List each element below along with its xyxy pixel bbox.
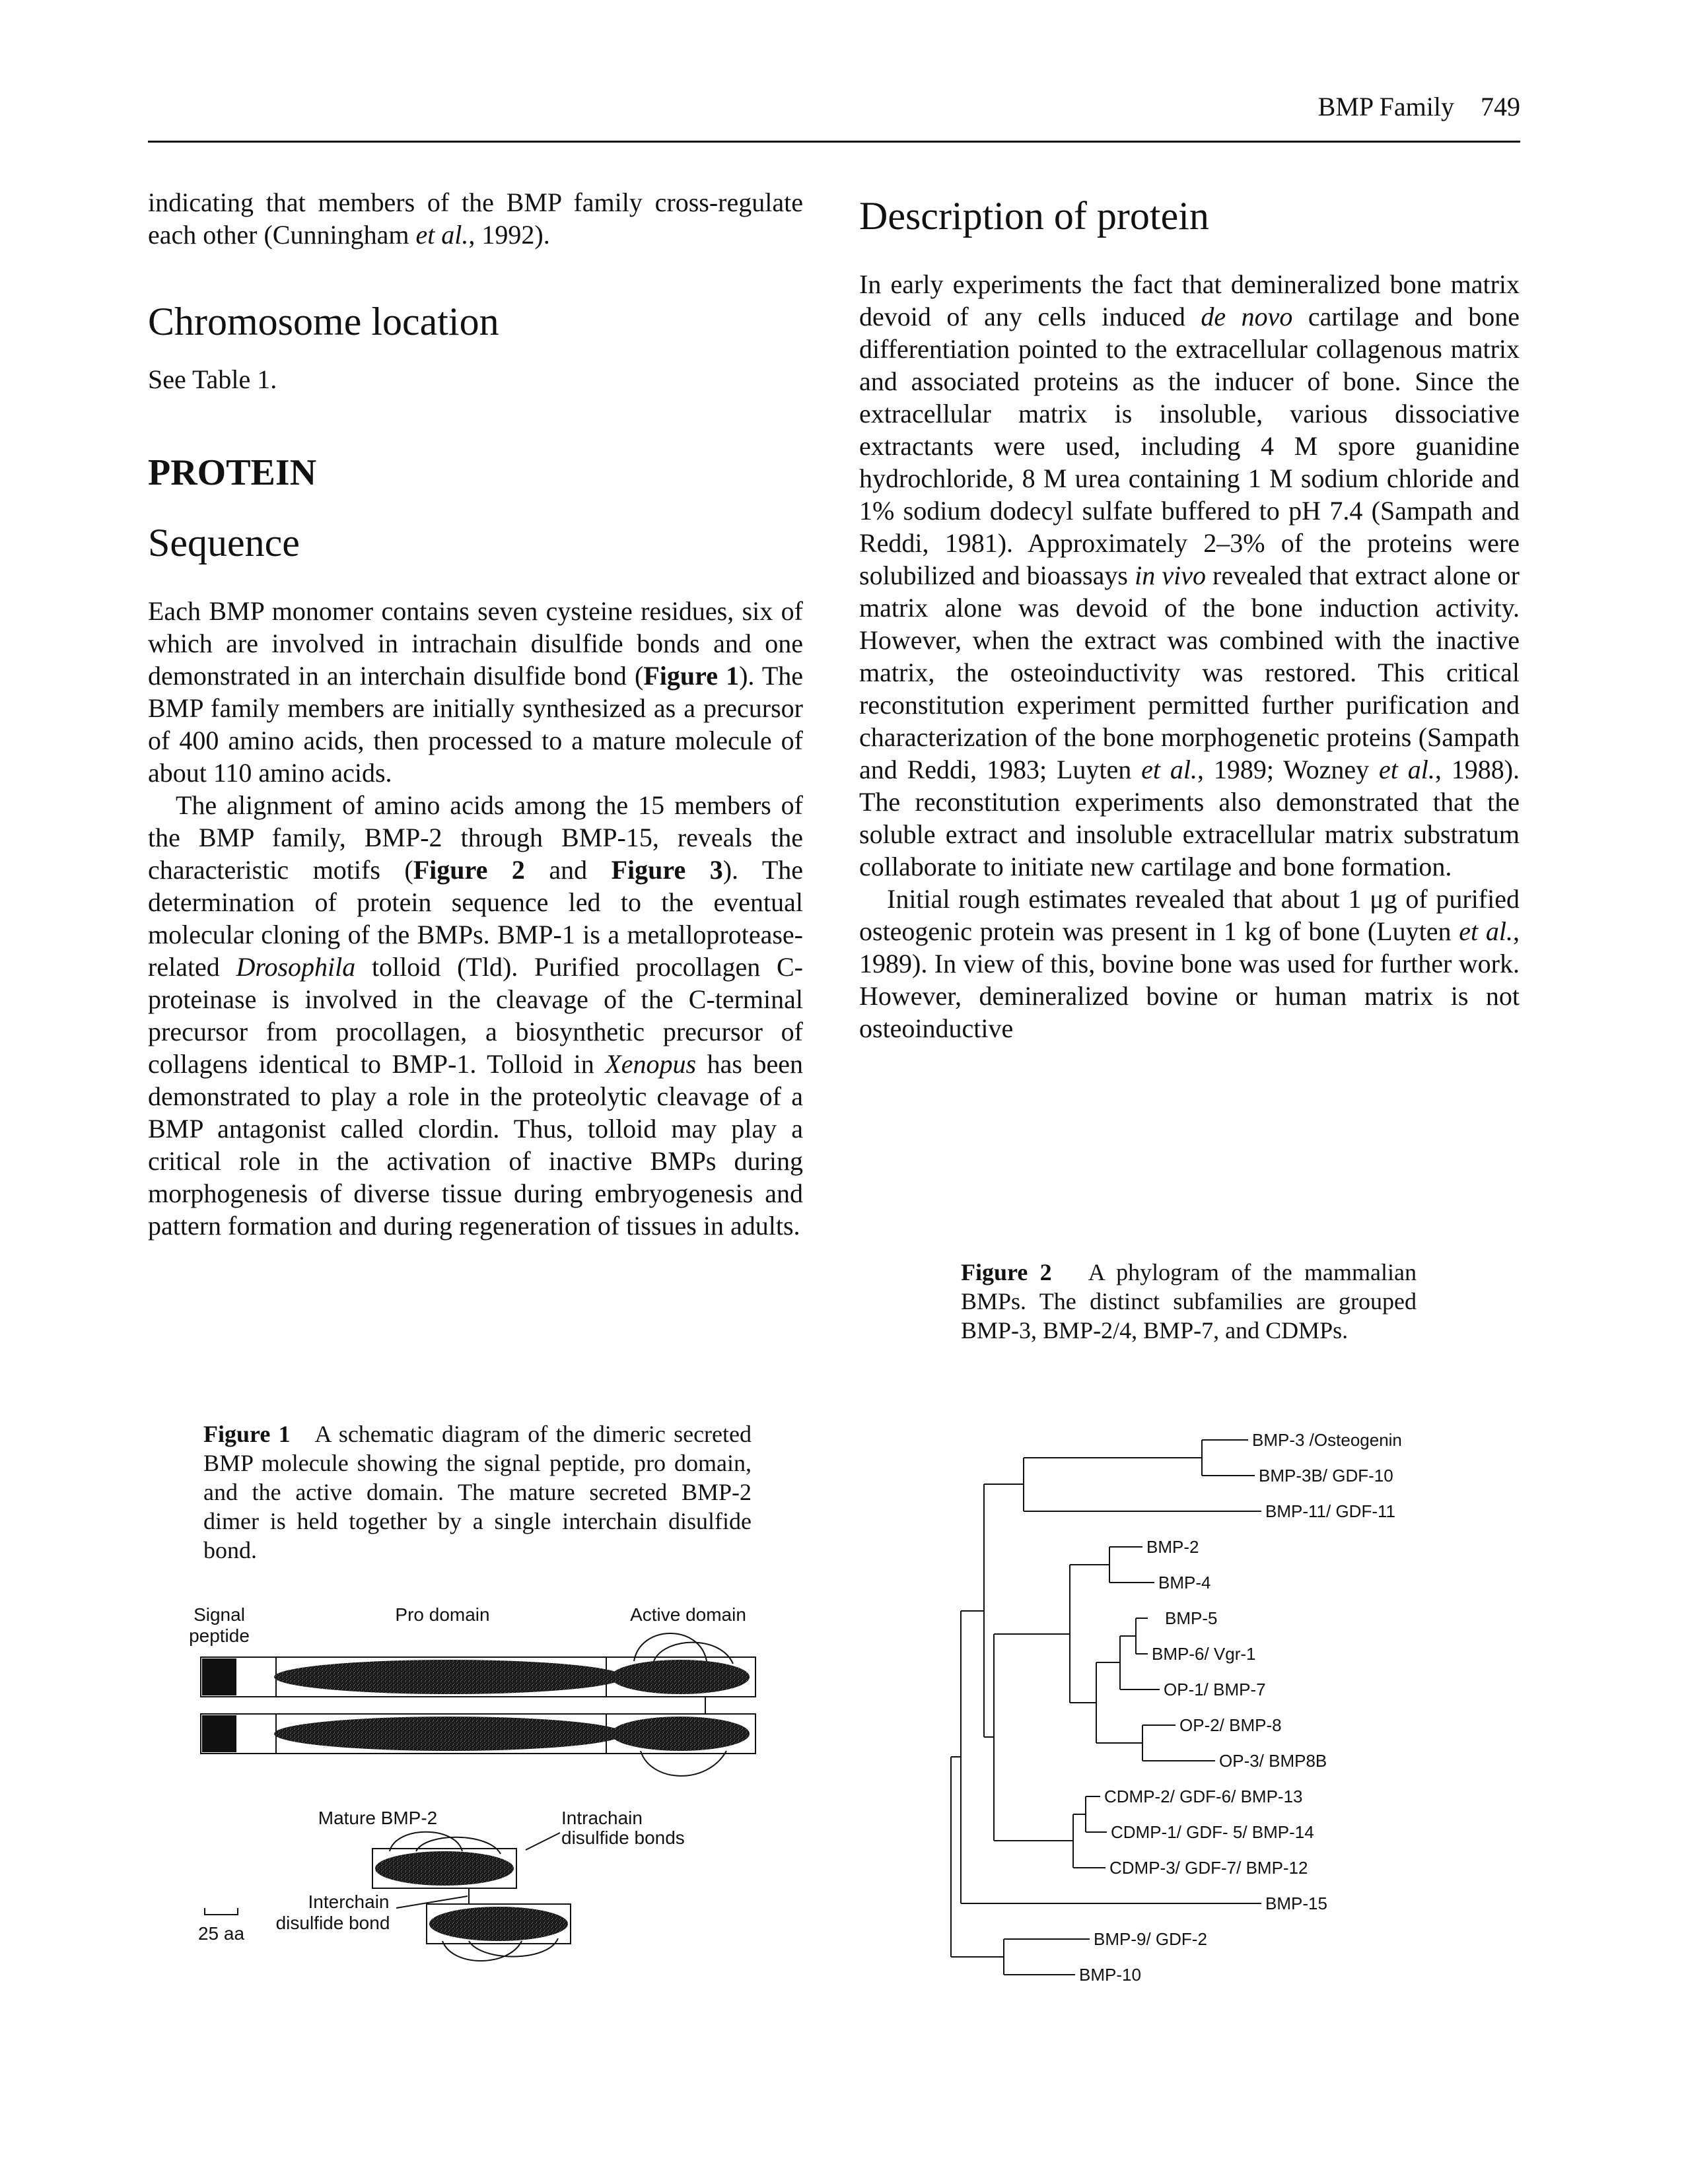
figure1-diagram <box>178 1598 786 1967</box>
heading-description-of-protein: Description of protein <box>859 194 1209 238</box>
paragraph-continued: indicating that members of the BMP family cross-regulate each other (Cunningham et al., 1992). <box>148 188 803 250</box>
tip-bmp4: BMP-4 <box>1158 1573 1211 1592</box>
chromosome-text: See Table 1. <box>148 364 277 394</box>
label-active-domain: Active domain <box>630 1604 746 1625</box>
tip-op1: OP-1/ BMP-7 <box>1164 1680 1266 1699</box>
tip-bmp11: BMP-11/ GDF-11 <box>1265 1501 1395 1521</box>
tip-cdmp1: CDMP-1/ GDF- 5/ BMP-14 <box>1111 1822 1314 1842</box>
tip-op2: OP-2/ BMP-8 <box>1179 1715 1282 1735</box>
tip-cdmp3: CDMP-3/ GDF-7/ BMP-12 <box>1109 1858 1308 1878</box>
label-signal-2: peptide <box>189 1625 250 1646</box>
phylogram-branches <box>951 1440 1261 1975</box>
label-intrachain-2: disulfide bonds <box>561 1827 685 1848</box>
mature-dimer <box>372 1832 571 1961</box>
active-domain-density <box>611 1660 750 1694</box>
phylogram-tip-labels <box>1079 1430 1402 1985</box>
heading-protein: PROTEIN <box>148 452 317 493</box>
heading-sequence: Sequence <box>148 521 300 564</box>
signal-peptide-block <box>202 1658 236 1695</box>
left-column <box>148 186 803 1242</box>
tip-bmp10: BMP-10 <box>1079 1965 1141 1985</box>
running-header <box>1318 91 1520 122</box>
precursor-chain-top <box>201 1633 755 1697</box>
label-signal-1: Signal <box>193 1604 245 1625</box>
figure1-caption <box>203 1419 752 1565</box>
figure2-phylogram <box>938 1413 1492 1994</box>
tip-op3: OP-3/ BMP8B <box>1219 1751 1327 1771</box>
tip-bmp3: BMP-3 /Osteogenin <box>1252 1430 1402 1450</box>
figure2-caption-text: A phylogram of the mammalian BMPs. The distinct subfamilies are grouped BMP-3, BMP-2/4, BMP-7, and CDMPs. <box>961 1259 1417 1344</box>
tip-bmp3b: BMP-3B/ GDF-10 <box>1259 1466 1393 1485</box>
label-interchain-1: Interchain <box>308 1892 390 1912</box>
tip-bmp15: BMP-15 <box>1265 1894 1327 1913</box>
tip-bmp5: BMP-5 <box>1165 1608 1218 1628</box>
figure1-caption-text: A schematic diagram of the dimeric secreted BMP molecule showing the signal peptide, pro domain, and the active domain. The mature secreted BMP-2 dimer is held together by a single interchain disulfide bond. <box>203 1421 752 1563</box>
tip-bmp6: BMP-6/ Vgr-1 <box>1152 1644 1256 1664</box>
pro-domain-density <box>274 1660 624 1694</box>
label-mature-bmp2: Mature BMP-2 <box>318 1808 438 1828</box>
right-column <box>859 186 1520 1044</box>
description-paragraph-2: Initial rough estimates revealed that about 1 μg of purified osteogenic protein was present in 1 kg of bone (Luyten et al., 1989). In view of this, bovine bone was used for further work. However, demineralized bovine or human matrix is not osteoinductive <box>859 884 1520 1043</box>
description-paragraph-1: In early experiments the fact that demineralized bone matrix devoid of any cells induced de novo cartilage and bone differentiation pointed to the extracellular collagenous matrix and associated proteins as the inducer of bone. Since the extracellular matrix is insoluble, various dissociative extractants were used, including 4 M spore guanidine hydrochloride, 8 M urea containing 1 M sodium chloride and 1% sodium dodecyl sulfate buffered to pH 7.4 (Sampath and Reddi, 1981). Approximately 2–3% of the proteins were solubilized and bioassays in vivo revealed that extract alone or matrix alone was devoid of the bone induction activity. However, when the extract was combined with the inactive matrix, the osteoinductivity was restored. This critical reconstitution experiment permitted further purification and characterization of the bone morphogenetic proteins (Sampath and Reddi, 1983; Luyten et al., 1989; Wozney et al., 1988). The reconstitution experiments also demonstrated that the soluble extract and insoluble extracellular matrix substratum collaborate to initiate new cartilage and bone formation. <box>859 269 1520 881</box>
label-interchain-2: disulfide bond <box>275 1913 390 1933</box>
label-scale: 25 aa <box>197 1923 245 1944</box>
page-number: 749 <box>1481 92 1520 121</box>
header-rule <box>148 141 1520 143</box>
figure2-caption <box>961 1258 1417 1345</box>
sequence-paragraph-2: The alignment of amino acids among the 15 members of the BMP family, BMP-2 through BMP-15, reveals the characteristic motifs (Figure 2 and Figure 3). The determination of protein sequence led to the eventual molecular cloning of the BMPs. BMP-1 is a metalloprotease-related Drosophila tolloid (Tld). Purified procollagen C-proteinase is involved in the cleavage of the C-terminal precursor from procollagen, a biosynthetic precursor of collagens identical to BMP-1. Tolloid in Xenopus has been demonstrated to play a role in the proteolytic cleavage of a BMP antagonist called clordin. Thus, tolloid may play a critical role in the activation of inactive BMPs during morphogenesis of diverse tissue during embryogenesis and pattern formation and during regeneration of tissues in adults. <box>148 790 804 1241</box>
tip-bmp9: BMP-9/ GDF-2 <box>1094 1929 1207 1949</box>
scale-bar <box>205 1908 238 1915</box>
figure2-caption-label: Figure 2 <box>961 1259 1052 1285</box>
sequence-paragraph-1: Each BMP monomer contains seven cysteine residues, six of which are involved in intrachain disulfide bonds and one demonstrated in an interchain disulfide bond (Figure 1). The BMP family members are initially synthesized as a precursor of 400 amino acids, then processed to a mature molecule of about 110 amino acids. <box>148 596 804 788</box>
label-pro-domain: Pro domain <box>395 1604 490 1625</box>
running-title: BMP Family <box>1317 92 1454 121</box>
tip-cdmp2: CDMP-2/ GDF-6/ BMP-13 <box>1104 1787 1303 1806</box>
heading-chromosome-location: Chromosome location <box>148 300 499 343</box>
label-intrachain-1: Intrachain <box>561 1808 643 1828</box>
tip-bmp2: BMP-2 <box>1146 1537 1199 1557</box>
precursor-chain-bottom <box>201 1697 755 1776</box>
figure1-caption-label: Figure 1 <box>203 1421 291 1447</box>
